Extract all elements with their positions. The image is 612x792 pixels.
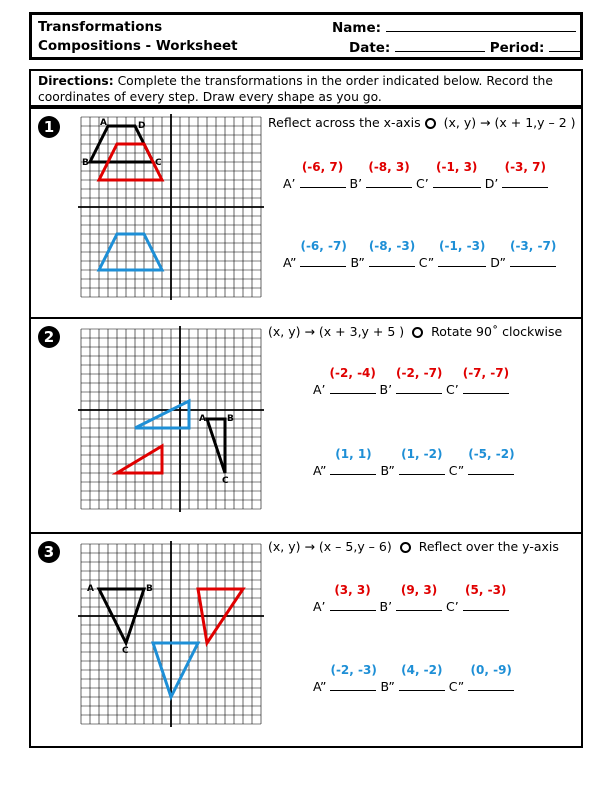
- answer-field[interactable]: [468, 447, 515, 475]
- answer-field[interactable]: [463, 583, 509, 611]
- problem-2-second-row: [313, 447, 515, 478]
- answer-field[interactable]: [330, 583, 376, 611]
- answer-field[interactable]: [329, 366, 376, 394]
- answer-label: A”: [313, 463, 327, 478]
- answer-label: B”: [350, 255, 365, 270]
- answer-value: (-2, -7): [396, 366, 443, 380]
- problem-number-3: 3: [38, 541, 60, 563]
- answer-field[interactable]: [399, 663, 445, 691]
- coordinate-grid-1: [76, 112, 266, 302]
- answer-field[interactable]: [300, 239, 347, 267]
- vertex-label: C: [222, 476, 229, 486]
- answer-field[interactable]: [396, 583, 442, 611]
- answer-value: (-7, -7): [462, 366, 510, 380]
- answer-value: (-6, -7): [300, 239, 347, 253]
- answer-value: (9, 3): [400, 583, 438, 597]
- answer-value: (4, -2): [401, 663, 443, 677]
- answer-field[interactable]: [502, 160, 548, 188]
- problem-2-step-1: (x, y) → (x + 3,y + 5 ): [268, 324, 405, 339]
- answer-field[interactable]: [368, 239, 416, 267]
- problem-3-second-row: [313, 663, 514, 694]
- answer-label: A”: [283, 255, 297, 270]
- problem-1-second-row: [283, 239, 557, 270]
- vertex-label: A: [87, 584, 94, 594]
- answer-label: C”: [448, 679, 465, 694]
- vertex-label: D: [138, 121, 146, 131]
- answer-value: (-6, 7): [301, 160, 344, 174]
- problem-1: [29, 107, 583, 319]
- answer-label: B’: [349, 176, 363, 191]
- period-label: Period:: [489, 40, 545, 56]
- answer-label: B”: [380, 679, 395, 694]
- answer-field[interactable]: [462, 366, 510, 394]
- answer-value: (1, 1): [335, 447, 372, 461]
- answer-field[interactable]: [396, 366, 443, 394]
- worksheet-header: [29, 12, 583, 60]
- answer-label: B’: [379, 599, 393, 614]
- answer-field[interactable]: [330, 663, 377, 691]
- coordinate-grid-3: [76, 539, 266, 729]
- answer-value: (-5, -2): [468, 447, 515, 461]
- name-label: Name:: [332, 20, 382, 36]
- problem-1-instructions: [268, 115, 576, 130]
- vertex-label: A: [100, 118, 107, 128]
- compose-circle-icon: [425, 118, 436, 129]
- problem-1-first-row: [283, 160, 548, 191]
- vertex-label: C: [155, 158, 162, 168]
- answer-label: C’: [446, 382, 459, 397]
- answer-value: (-3, -7): [509, 239, 557, 253]
- directions-text: [38, 73, 575, 105]
- answer-value: (-8, 3): [368, 160, 410, 174]
- compose-circle-icon: [412, 327, 423, 338]
- directions-label: Directions:: [38, 74, 114, 88]
- answer-field[interactable]: [468, 663, 514, 691]
- answer-label: D’: [484, 176, 499, 191]
- problem-3-first-row: [313, 583, 509, 614]
- vertex-label: A: [199, 414, 206, 424]
- answer-label: C’: [446, 599, 459, 614]
- vertex-label: B: [82, 158, 89, 168]
- problem-3-step-1: (x, y) → (x – 5,y – 6): [268, 539, 392, 554]
- answer-value: (-1, -3): [439, 239, 486, 253]
- vertex-label: C: [122, 646, 129, 656]
- answer-value: (1, -2): [401, 447, 443, 461]
- vertex-label: B: [227, 414, 234, 424]
- compose-circle-icon: [400, 542, 411, 553]
- answer-value: (-2, -3): [330, 663, 377, 677]
- answer-field[interactable]: [300, 160, 346, 188]
- answer-value: (-8, -3): [368, 239, 416, 253]
- answer-value: (3, 3): [334, 583, 371, 597]
- answer-label: A’: [313, 599, 326, 614]
- name-field[interactable]: [386, 18, 576, 32]
- answer-value: (-1, 3): [436, 160, 478, 174]
- answer-value: (5, -3): [465, 583, 507, 597]
- answer-label: C”: [418, 255, 435, 270]
- worksheet-title: [38, 18, 238, 56]
- answer-label: A”: [313, 679, 327, 694]
- answer-label: D”: [490, 255, 506, 270]
- answer-field[interactable]: [366, 160, 412, 188]
- answer-field[interactable]: [399, 447, 445, 475]
- answer-label: A’: [313, 382, 326, 397]
- vertex-label: B: [146, 584, 153, 594]
- problem-number-2: 2: [38, 326, 60, 348]
- problem-number-1: 1: [38, 116, 60, 138]
- problem-2-first-row: [313, 366, 510, 397]
- answer-field[interactable]: [438, 239, 486, 267]
- problem-3: [29, 532, 583, 748]
- first-image-shape: [117, 446, 162, 473]
- problem-2: [29, 317, 583, 534]
- answer-field[interactable]: [330, 447, 376, 475]
- period-field[interactable]: [549, 38, 581, 52]
- coordinate-grid-2: [76, 324, 266, 514]
- directions-body: Complete the transformations in the order indicated below. Record the coordinates of every step. Draw every shape as you go.: [38, 74, 553, 104]
- title-line-2: Compositions - Worksheet: [38, 38, 238, 54]
- problem-2-instructions: [268, 324, 562, 339]
- answer-label: C”: [448, 463, 465, 478]
- problem-3-step-2: Reflect over the y-axis: [418, 539, 559, 554]
- answer-value: (-2, -4): [329, 366, 376, 380]
- answer-label: B’: [379, 382, 393, 397]
- answer-label: C’: [416, 176, 429, 191]
- student-info: [332, 18, 581, 58]
- problem-3-instructions: [268, 539, 559, 554]
- problem-2-step-2: Rotate 90˚ clockwise: [431, 324, 563, 339]
- answer-label: B”: [380, 463, 395, 478]
- directions-box: [29, 69, 583, 107]
- title-line-1: Transformations: [38, 19, 163, 35]
- problem-1-step-2: (x, y) → (x + 1,y – 2 ): [443, 115, 576, 130]
- answer-label: A’: [283, 176, 296, 191]
- problem-1-step-1: Reflect across the x-axis: [268, 115, 421, 130]
- answer-field[interactable]: [509, 239, 557, 267]
- answer-field[interactable]: [433, 160, 481, 188]
- date-label: Date:: [349, 40, 391, 56]
- date-field[interactable]: [395, 38, 485, 52]
- answer-value: (0, -9): [470, 663, 512, 677]
- answer-value: (-3, 7): [504, 160, 546, 174]
